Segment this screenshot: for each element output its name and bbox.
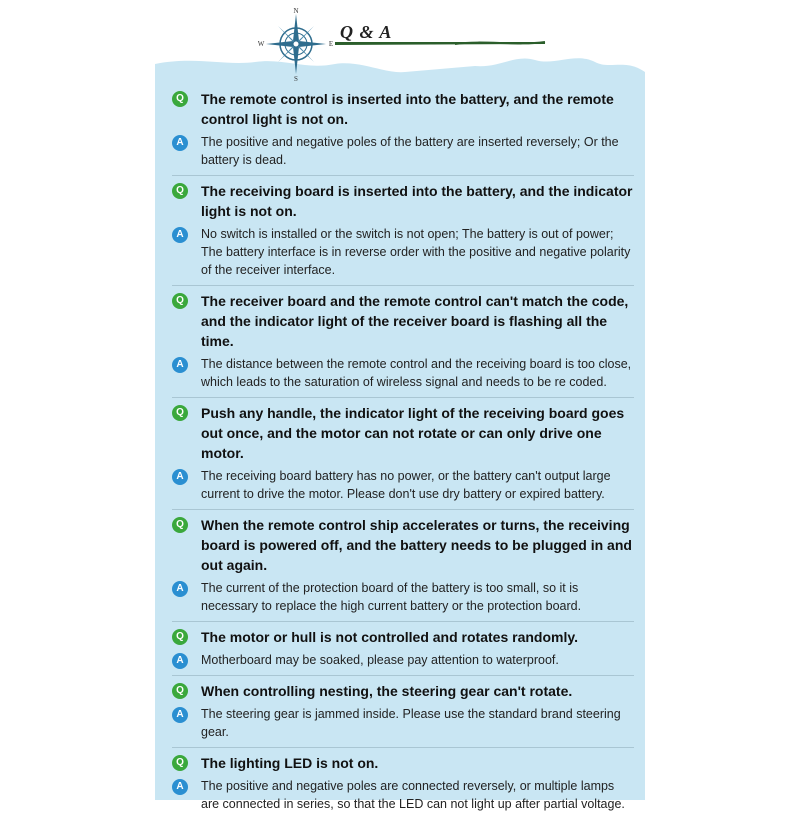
compass-west-label: W [258,40,265,48]
answer-row [172,225,634,279]
question-badge-icon: Q [172,629,188,645]
answer-badge-icon: A [172,707,188,723]
question-text: The receiver board and the remote control can't match the code, and the indicator light of the receiver board is flashing all the time. [201,293,629,349]
question-badge-icon: Q [172,755,188,771]
answer-text: No switch is installed or the switch is not open; The battery is out of power; The battery interface is in reverse order with the positive and negative polarity of the receiver interface. [201,227,631,277]
answer-text: The positive and negative poles are connected reversely, or multiple lamps are connected in series, so that the LED can not light up after partial voltage. [201,779,625,811]
question-row [172,627,634,647]
answer-badge-icon: A [172,357,188,373]
question-text: The lighting LED is not on. [201,755,379,771]
answer-text: Motherboard may be soaked, please pay attention to waterproof. [201,653,559,667]
question-text: When controlling nesting, the steering gear can't rotate. [201,683,573,699]
answer-badge-icon: A [172,653,188,669]
answer-badge-icon: A [172,469,188,485]
compass-south-label: S [294,75,298,82]
question-row [172,403,634,463]
answer-row [172,705,634,741]
qa-item [172,510,634,622]
compass-north-label: N [293,7,299,15]
answer-badge-icon: A [172,135,188,151]
question-text: The motor or hull is not controlled and rotates randomly. [201,629,578,645]
answer-row [172,579,634,615]
question-badge-icon: Q [172,405,188,421]
question-text: The receiving board is inserted into the battery, and the indicator light is not on. [201,183,633,219]
answer-row [172,355,634,391]
question-row [172,681,634,701]
question-badge-icon: Q [172,91,188,107]
question-text: Push any handle, the indicator light of the receiving board goes out once, and the motor can not rotate or can only drive one motor. [201,405,625,461]
answer-text: The distance between the remote control and the receiving board is too close, which leads to the saturation of wireless signal and needs to be re coded. [201,357,632,389]
answer-text: The current of the protection board of the battery is too small, so it is necessary to replace the high current battery or the protection board. [201,581,582,613]
question-badge-icon: Q [172,183,188,199]
question-row [172,291,634,351]
question-row [172,515,634,575]
qa-item [172,748,634,819]
question-row [172,753,634,773]
qa-item [172,176,634,286]
answer-badge-icon: A [172,779,188,795]
qa-item [172,286,634,398]
qa-item [172,676,634,748]
qa-item [172,622,634,676]
answer-text: The receiving board battery has no power, or the battery can't output large current to drive the motor. Please don't use dry battery or expired battery. [201,469,611,501]
answer-badge-icon: A [172,227,188,243]
question-badge-icon: Q [172,683,188,699]
answer-row [172,651,634,669]
answer-text: The steering gear is jammed inside. Please use the standard brand steering gear. [201,707,621,739]
qa-item [172,84,634,176]
wave-header-graphic [155,0,645,90]
answer-row [172,133,634,169]
question-badge-icon: Q [172,517,188,533]
question-badge-icon: Q [172,293,188,309]
page-title: Q & A [340,22,393,42]
question-text: When the remote control ship accelerates or turns, the receiving board is powered off, and the battery needs to be plugged in and out again. [201,517,632,573]
answer-row [172,777,634,813]
compass-east-label: E [328,40,334,48]
answer-row [172,467,634,503]
qa-item [172,398,634,510]
question-text: The remote control is inserted into the battery, and the remote control light is not on. [201,91,614,127]
answer-badge-icon: A [172,581,188,597]
answer-text: The positive and negative poles of the battery are inserted reversely; Or the battery is dead. [201,135,619,167]
compass-rose-icon [258,6,334,82]
question-row [172,181,634,221]
qa-list [172,84,634,819]
question-row [172,89,634,129]
